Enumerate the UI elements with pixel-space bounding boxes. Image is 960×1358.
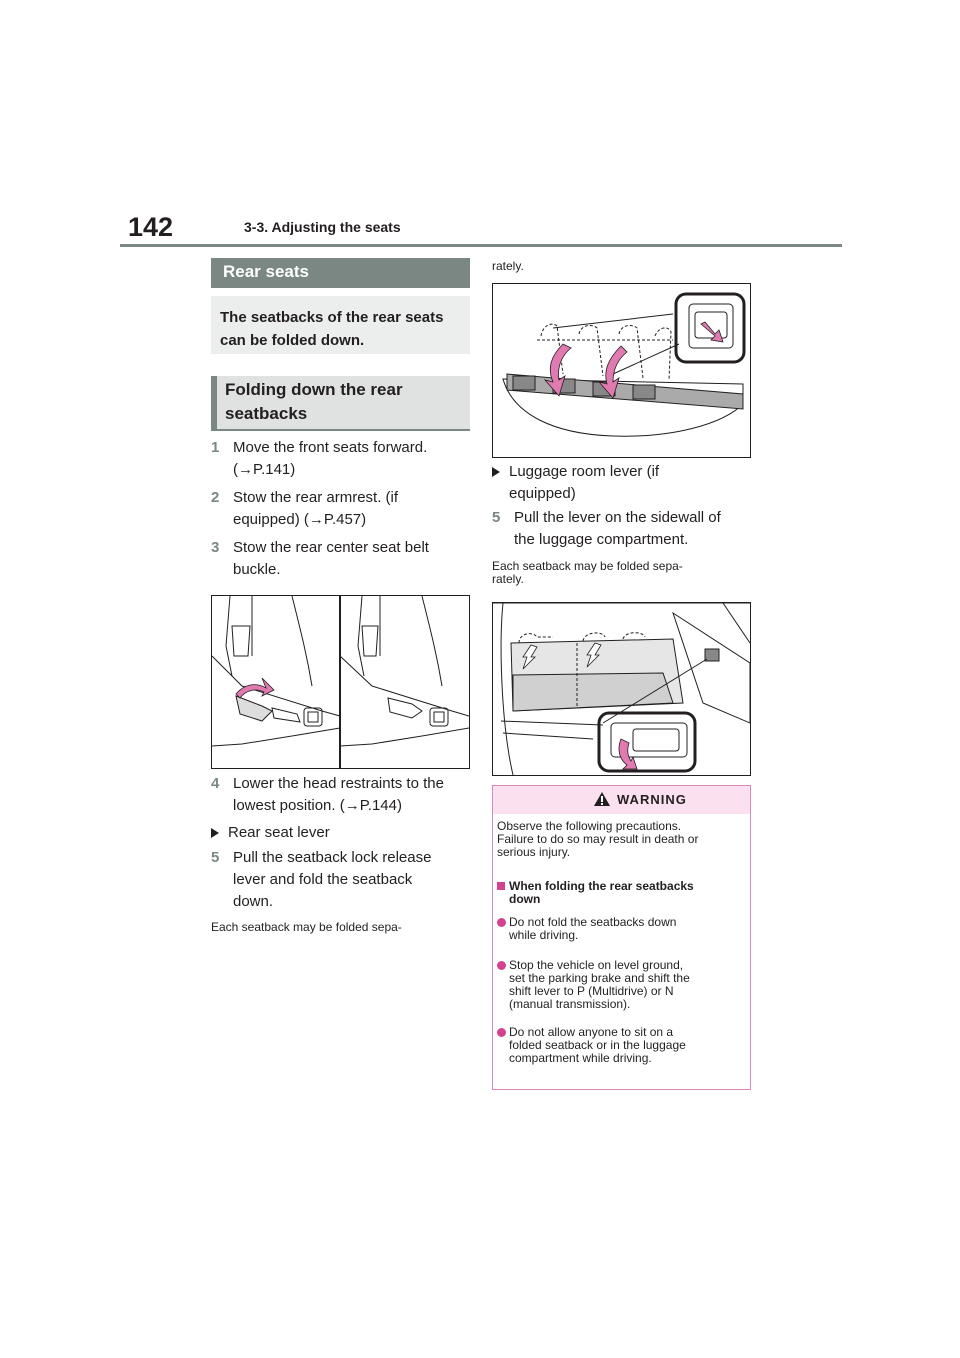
note-left: Each seatback may be folded sepa- (211, 920, 402, 934)
luggage-room-lever-illustration (492, 602, 751, 776)
triangle-bullet-icon (492, 467, 500, 477)
rear-seat-lever-illustration (492, 283, 751, 458)
warning-item-1: Do not fold the seatbacks down while driving. (509, 915, 677, 942)
rear-seat-lever-bullet (211, 822, 471, 844)
subheading-accent (211, 376, 217, 429)
note-continued: rately. (492, 259, 524, 273)
luggage-lever-bullet (492, 461, 752, 505)
warning-item-2: Stop the vehicle on level ground, set the parking brake and shift the shift lever to P (Multidrive) or N (manual transmission). (509, 958, 690, 1011)
subheading-title: Folding down the rear seatbacks (225, 380, 403, 423)
heading-title: Rear seats (223, 262, 310, 281)
subheading-box (211, 376, 470, 429)
heading-bar (211, 258, 470, 288)
warning-subheading: When folding the rear seatbacks down (509, 879, 694, 906)
bullet-text: Rear seat lever (228, 824, 330, 841)
step-number: 5 (211, 849, 220, 866)
warning-dot-bullet-icon (497, 961, 506, 970)
step-number: 3 (211, 539, 220, 556)
step-3 (211, 537, 471, 581)
warning-intro: Observe the following precautions. Failure to do so may result in death or serious injury. (497, 819, 699, 859)
step-number: 4 (211, 775, 220, 792)
step-text: Stow the rear armrest. (if equipped) (→P.457) (233, 489, 399, 528)
step-5-left (211, 847, 471, 913)
step-4 (211, 773, 471, 817)
step-text: Stow the rear center seat belt buckle. (233, 539, 429, 578)
note-right: Each seatback may be folded sepa- rately. (492, 559, 683, 586)
step-text: Lower the head restraints to the lowest position. (→P.144) (233, 775, 444, 814)
step-2 (211, 487, 471, 531)
warning-square-bullet-icon (497, 882, 505, 890)
triangle-bullet-icon (211, 828, 219, 838)
intro-text: The seatbacks of the rear seats can be folded down. (220, 309, 444, 349)
warning-item-3: Do not allow anyone to sit on a folded seatback or in the luggage compartment while driving. (509, 1025, 686, 1065)
step-number: 5 (492, 509, 501, 526)
header-rule (120, 244, 842, 247)
intro-box (211, 296, 470, 354)
warning-triangle-icon (593, 791, 611, 807)
subheading-rule (211, 429, 470, 431)
bullet-text: Luggage room lever (if equipped) (509, 463, 660, 502)
warning-header (493, 786, 750, 814)
warning-dot-bullet-icon (497, 918, 506, 927)
warning-box (492, 785, 751, 1090)
warning-label: WARNING (617, 792, 687, 807)
warning-dot-bullet-icon (497, 1028, 506, 1037)
step-5-right (492, 507, 752, 551)
step-text: Pull the lever on the sidewall of the luggage compartment. (514, 509, 721, 548)
step-text: Pull the seatback lock release lever and fold the seatback down. (233, 849, 432, 910)
section-title: 3-3. Adjusting the seats (244, 219, 401, 235)
step-text: Move the front seats forward. (→P.141) (233, 439, 428, 478)
page-number: 142 (128, 212, 174, 242)
seat-belt-buckle-illustration (211, 595, 470, 769)
step-1 (211, 437, 471, 481)
step-number: 1 (211, 439, 220, 456)
step-number: 2 (211, 489, 220, 506)
